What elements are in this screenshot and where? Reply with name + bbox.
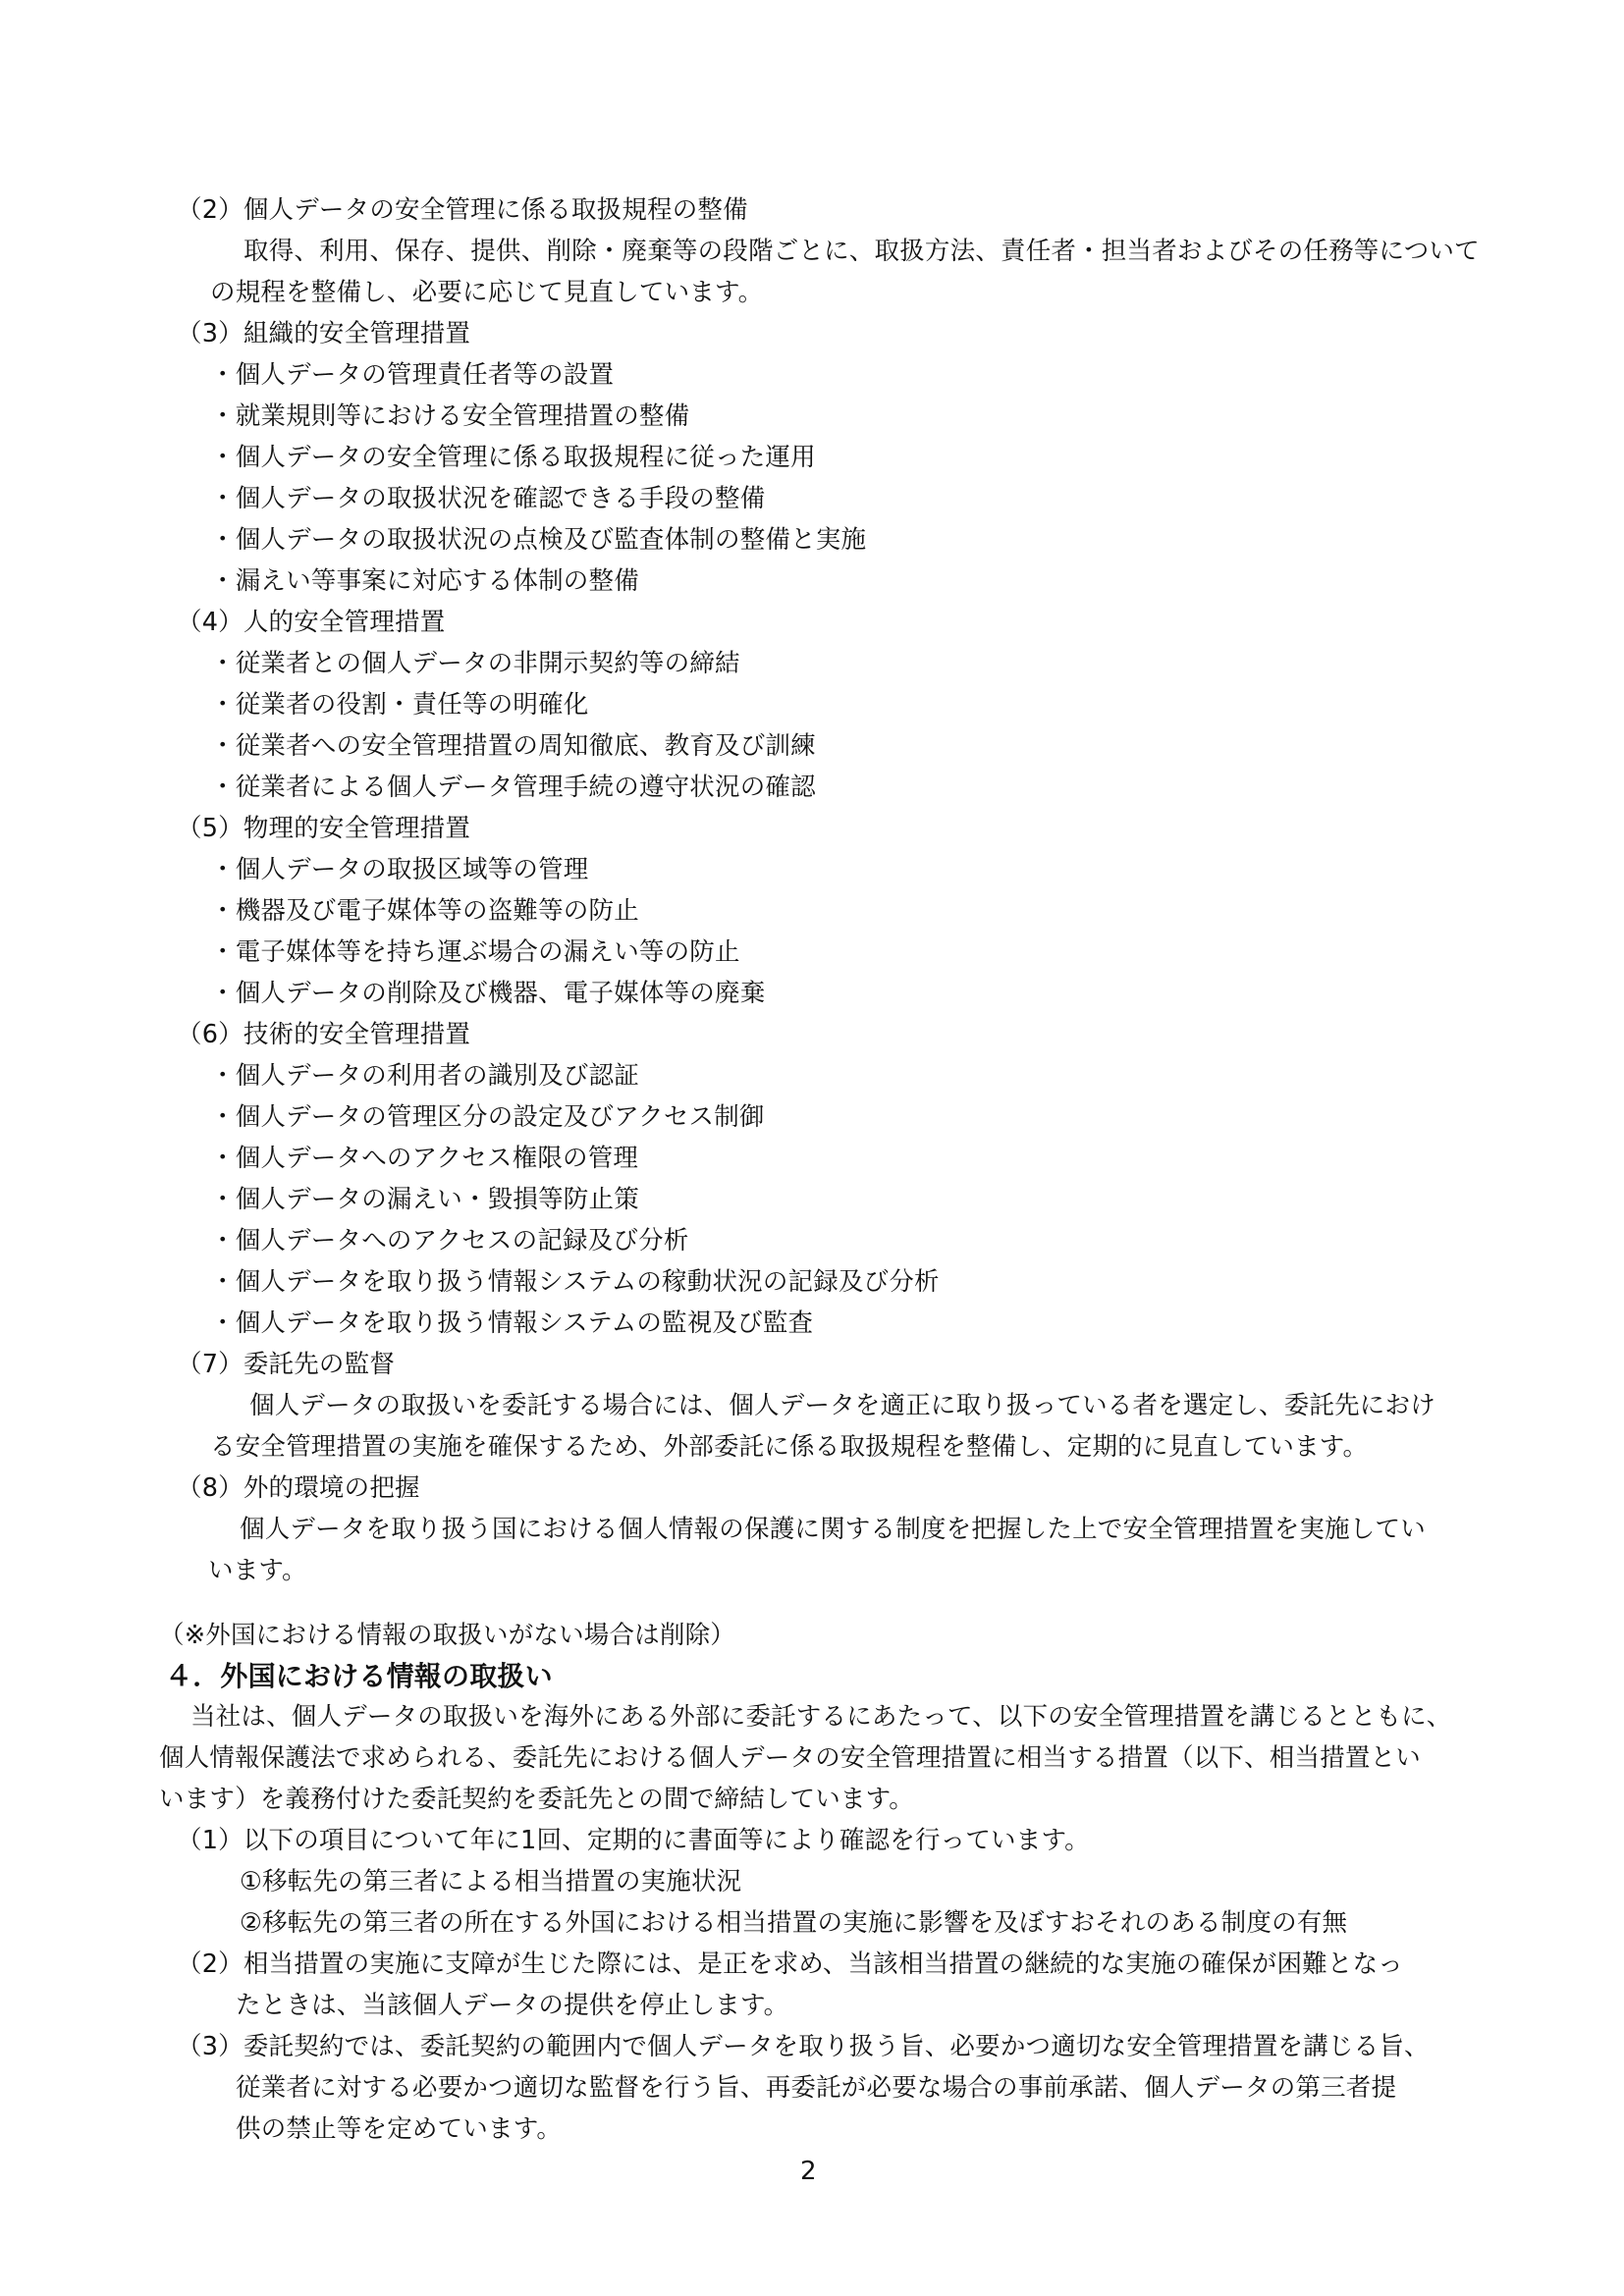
list-item: ・就業規則等における安全管理措置の整備 <box>210 401 690 431</box>
list-item: ・個人データの取扱区域等の管理 <box>210 855 589 884</box>
section-8-text: 個人データを取り扱う国における個人情報の保護に関する制度を把握した上で安全管理措置を実施してい <box>240 1515 1426 1544</box>
item-1: （1）以下の項目について年に1回、定期的に書面等により確認を行っています。 <box>177 1826 1090 1855</box>
list-item: ・個人データの漏えい・毀損等防止策 <box>210 1185 639 1214</box>
list-item: ・機器及び電子媒体等の盗難等の防止 <box>210 896 639 926</box>
list-item: ・電子媒体等を持ち運ぶ場合の漏えい等の防止 <box>210 937 740 967</box>
section-2-text: 取得、利用、保存、提供、削除・廃棄等の段階ごとに、取扱方法、責任者・担当者およびその任務等について <box>244 237 1480 266</box>
list-item: ・個人データを取り扱う情報システムの監視及び監査 <box>210 1308 814 1338</box>
section-2-text: の規程を整備し、必要に応じて見直しています。 <box>210 278 764 307</box>
section-8-text: います。 <box>208 1556 307 1585</box>
list-item: ・個人データへのアクセス権限の管理 <box>210 1144 639 1173</box>
item-3: 従業者に対する必要かつ適切な監督を行う旨、再委託が必要な場合の事前承諾、個人データの第三者提 <box>236 2073 1397 2103</box>
page-number: 2 <box>800 2157 817 2186</box>
list-item: ・個人データの管理区分の設定及びアクセス制御 <box>210 1102 765 1132</box>
list-item: ・個人データの取扱状況の点検及び監査体制の整備と実施 <box>210 525 867 555</box>
list-item: ・従業者との個人データの非開示契約等の締結 <box>210 649 740 678</box>
list-item: ・従業者への安全管理措置の周知徹底、教育及び訓練 <box>210 731 816 761</box>
item-2: （2）相当措置の実施に支障が生じた際には、是正を求め、当該相当措置の継続的な実施の確保が困難となっ <box>177 1949 1404 1979</box>
section-7-heading: （7）委託先の監督 <box>177 1350 396 1379</box>
item-3: （3）委託契約では、委託契約の範囲内で個人データを取り扱う旨、必要かつ適切な安全管理措置を講じる旨、 <box>177 2032 1430 2061</box>
section-4-heading: （4）人的安全管理措置 <box>177 608 446 637</box>
item-1-sub: ①移転先の第三者による相当措置の実施状況 <box>240 1867 742 1896</box>
section-3-heading: （3）組織的安全管理措置 <box>177 319 471 348</box>
list-item: ・個人データの利用者の識別及び認証 <box>210 1061 639 1091</box>
list-item: ・個人データを取り扱う情報システムの稼動状況の記録及び分析 <box>210 1267 940 1297</box>
deletion-note: （※外国における情報の取扱いがない場合は削除） <box>159 1621 735 1650</box>
section-7-text: 個人データの取扱いを委託する場合には、個人データを適正に取り扱っている者を選定し、委託先におけ <box>249 1391 1435 1420</box>
list-item: ・個人データの管理責任者等の設置 <box>210 360 615 390</box>
section-5-heading: （5）物理的安全管理措置 <box>177 814 471 843</box>
list-item: ・個人データの削除及び機器、電子媒体等の廃棄 <box>210 979 766 1008</box>
section-6-heading: （6）技術的安全管理措置 <box>177 1020 471 1049</box>
section-7-text: る安全管理措置の実施を確保するため、外部委託に係る取扱規程を整備し、定期的に見直しています。 <box>210 1432 1369 1462</box>
intro-text: 個人情報保護法で求められる、委託先における個人データの安全管理措置に相当する措置（以下、相当措置とい <box>159 1743 1422 1773</box>
intro-text: 当社は、個人データの取扱いを海外にある外部に委託するにあたって、以下の安全管理措置を講じるとともに、 <box>190 1702 1452 1732</box>
list-item: ・個人データの安全管理に係る取扱規程に従った運用 <box>210 443 816 472</box>
section-8-heading: （8）外的環境の把握 <box>177 1473 420 1503</box>
list-item: ・従業者による個人データ管理手続の遵守状況の確認 <box>210 773 816 802</box>
section-heading: ４．外国における情報の取扱い <box>165 1660 553 1692</box>
list-item: ・漏えい等事案に対応する体制の整備 <box>210 566 639 596</box>
list-item: ・従業者の役割・責任等の明確化 <box>210 690 589 720</box>
section-2-heading: （2）個人データの安全管理に係る取扱規程の整備 <box>177 195 748 225</box>
list-item: ・個人データの取扱状況を確認できる手段の整備 <box>210 484 766 513</box>
list-item: ・個人データへのアクセスの記録及び分析 <box>210 1226 689 1255</box>
item-1-sub: ②移転先の第三者の所在する外国における相当措置の実施に影響を及ぼすおそれのある制度の有無 <box>240 1908 1348 1938</box>
intro-text: います）を義務付けた委託契約を委託先との間で締結しています。 <box>159 1785 914 1814</box>
item-2: たときは、当該個人データの提供を停止します。 <box>236 1991 789 2020</box>
item-3: 供の禁止等を定めています。 <box>236 2114 563 2144</box>
